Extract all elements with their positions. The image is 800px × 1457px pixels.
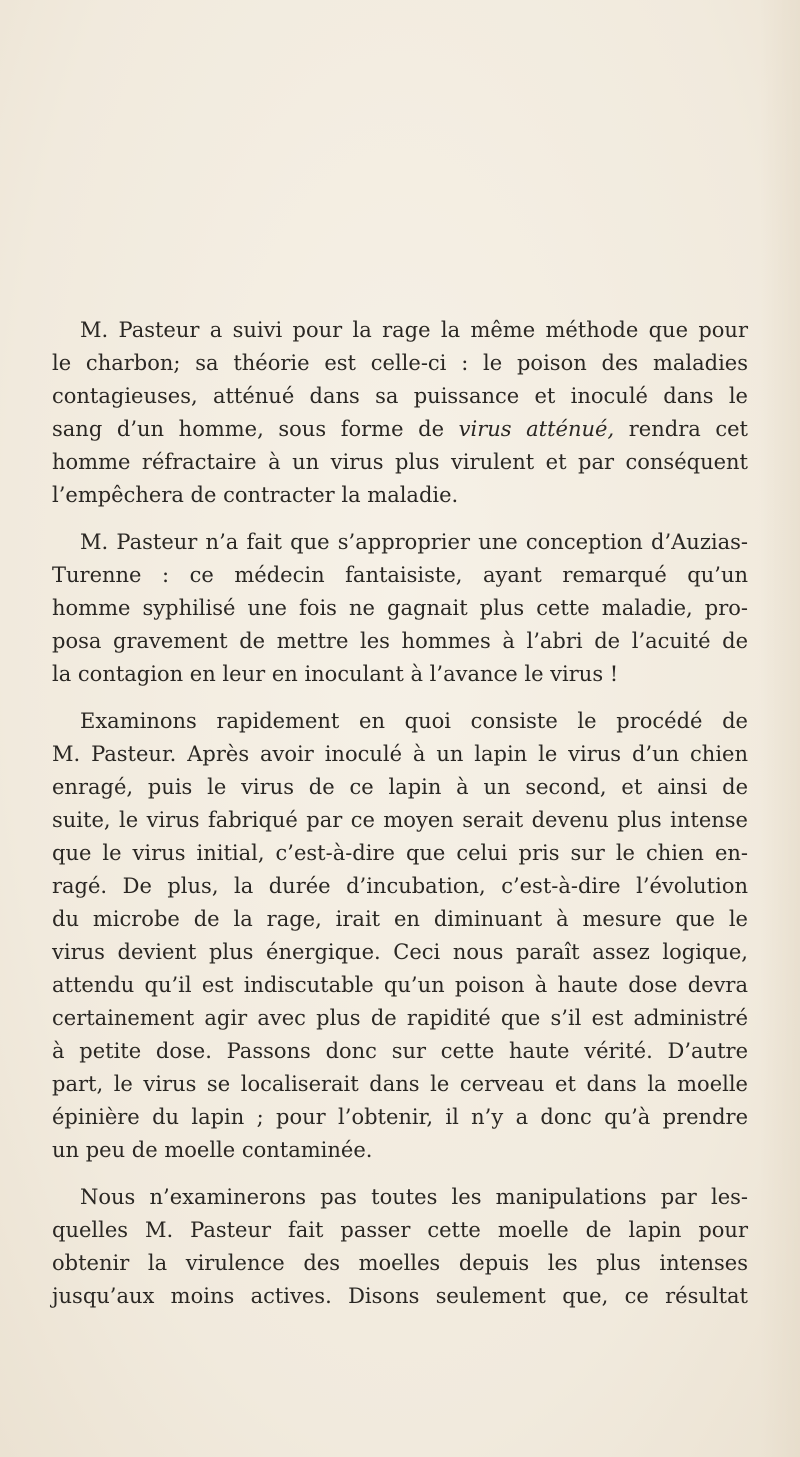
text-line: à petite dose. Passons donc sur cette haute vérité. D’autre <box>52 1039 748 1063</box>
text-line: l’empêchera de contracter la maladie. <box>52 483 459 507</box>
body-text <box>52 314 748 1327</box>
text-line: homme réfractaire à un virus plus virulent et par conséquent <box>52 450 748 474</box>
text-line: part, le virus se localiserait dans le cerveau et dans la moelle <box>52 1072 748 1096</box>
page-edge-shadow <box>760 0 800 1457</box>
text-line: M. Pasteur a suivi pour la rage la même méthode que pour <box>80 318 748 342</box>
text-line: un peu de moelle contaminée. <box>52 1138 373 1162</box>
paragraph <box>52 526 748 691</box>
paragraph <box>52 1181 748 1313</box>
text-line: contagieuses, atténué dans sa puissance et inoculé dans le <box>52 384 748 408</box>
text-line: homme syphilisé une fois ne gagnait plus cette maladie, pro- <box>52 596 748 620</box>
text-line: jusqu’aux moins actives. Disons seulement que, ce résultat <box>52 1284 748 1308</box>
text-line: virus devient plus énergique. Ceci nous paraît assez logique, <box>52 940 748 964</box>
text-segment: rendra cet <box>614 417 748 441</box>
text-line: quelles M. Pasteur fait passer cette moelle de lapin pour <box>52 1218 748 1242</box>
text-line: suite, le virus fabriqué par ce moyen serait devenu plus intense <box>52 808 748 832</box>
text-line: ragé. De plus, la durée d’incubation, c’est-à-dire l’évolution <box>52 874 748 898</box>
text-line: épinière du lapin ; pour l’obtenir, il n’y a donc qu’à prendre <box>52 1105 748 1129</box>
text-line: du microbe de la rage, irait en diminuant à mesure que le <box>52 907 748 931</box>
text-line: la contagion en leur en inoculant à l’avance le virus ! <box>52 662 619 686</box>
text-line: le charbon; sa théorie est celle-ci : le poison des maladies <box>52 351 748 375</box>
text-line: M. Pasteur. Après avoir inoculé à un lapin le virus d’un chien <box>52 742 748 766</box>
paragraph <box>52 314 748 512</box>
text-line <box>52 413 748 446</box>
paragraph <box>52 705 748 1167</box>
text-line: certainement agir avec plus de rapidité que s’il est administré <box>52 1006 748 1030</box>
text-line: obtenir la virulence des moelles depuis les plus intenses <box>52 1251 748 1275</box>
text-line: Turenne : ce médecin fantaisiste, ayant remarqué qu’un <box>52 563 748 587</box>
italic-phrase: virus atténué, <box>458 417 615 441</box>
text-line: Nous n’examinerons pas toutes les manipulations par les- <box>80 1185 748 1209</box>
text-line: que le virus initial, c’est-à-dire que celui pris sur le chien en- <box>52 841 748 865</box>
text-segment: sang d’un homme, sous forme de <box>52 417 459 441</box>
text-line: enragé, puis le virus de ce lapin à un second, et ainsi de <box>52 775 748 799</box>
text-line: attendu qu’il est indiscutable qu’un poison à haute dose devra <box>52 973 748 997</box>
text-line: M. Pasteur n’a fait que s’approprier une conception d’Auzias- <box>80 530 748 554</box>
text-line: Examinons rapidement en quoi consiste le procédé de <box>80 709 748 733</box>
text-line: posa gravement de mettre les hommes à l’abri de l’acuité de <box>52 629 748 653</box>
